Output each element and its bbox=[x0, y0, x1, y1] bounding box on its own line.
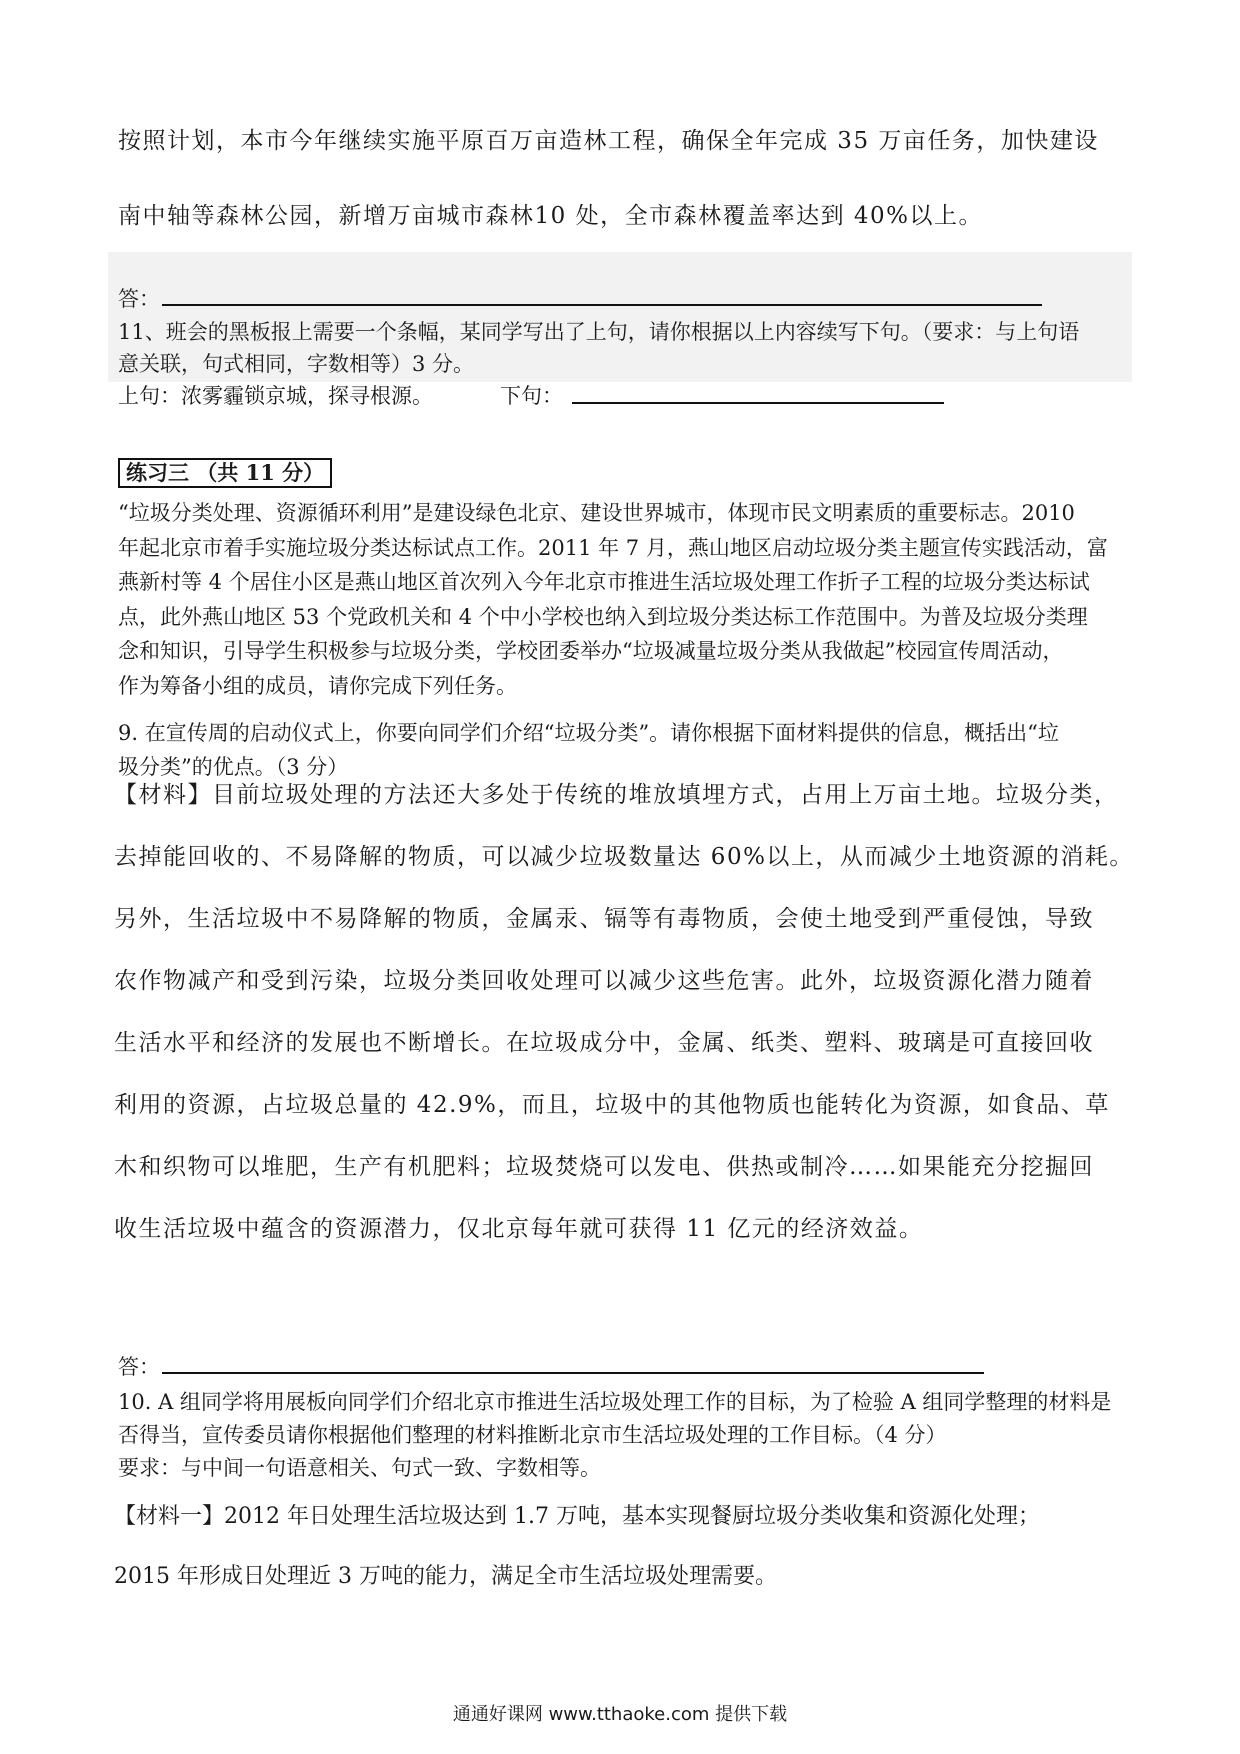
answer-row-2 bbox=[118, 1350, 1128, 1384]
footer-credit: 通通好课网 www.tthaoke.com 提供下载 bbox=[452, 1704, 788, 1725]
material-line: 去掉能回收的、不易降解的物质，可以减少垃圾数量达 60%以上，从而减少土地资源的消耗。 bbox=[114, 844, 1134, 870]
couplet-lower-label: 下句： bbox=[500, 384, 563, 408]
question-9-material bbox=[114, 780, 1134, 1276]
material-line: 农作物减产和受到污染，垃圾分类回收处理可以减少这些危害。此外，垃圾资源化潜力随着 bbox=[114, 968, 1094, 994]
section-3-heading-wrap bbox=[118, 458, 1128, 488]
intro-line: 点，此外燕山地区 53 个党政机关和 4 个中小学校也纳入到垃圾分类达标工作范围中。为普及垃圾分类理 bbox=[118, 604, 1088, 629]
question-11-line: 11、班会的黑板报上需要一个条幅，某同学写出了上句，请你根据以上内容续写下句。（要求：与上句语 bbox=[118, 320, 1080, 344]
material-line: 收生活垃圾中蕴含的资源潜力，仅北京每年就可获得 11 亿元的经济效益。 bbox=[114, 1216, 924, 1242]
question-9-line: 圾分类”的优点。（3 分） bbox=[118, 755, 349, 779]
answer-label: 答： bbox=[118, 287, 160, 311]
question-10-line: 否得当，宣传委员请你根据他们整理的材料推断北京市生活垃圾处理的工作目标。（4 分） bbox=[118, 1423, 947, 1447]
section-3-intro bbox=[118, 496, 1128, 703]
material-line: 另外，生活垃圾中不易降解的物质，金属汞、镉等有毒物质，会使土地受到严重侵蚀，导致 bbox=[114, 906, 1094, 932]
question-10-line: 要求：与中间一句语意相关、句式一致、字数相等。 bbox=[118, 1456, 601, 1480]
couplet-row bbox=[118, 380, 1128, 412]
material-line: 利用的资源，占垃圾总量的 42.9%，而且，垃圾中的其他物质也能转化为资源，如食品、草 bbox=[114, 1092, 1110, 1118]
material-line: 生活水平和经济的发展也不断增长。在垃圾成分中，金属、纸类、塑料、玻璃是可直接回收 bbox=[114, 1030, 1094, 1056]
material-line: 木和织物可以堆肥，生产有机肥料；垃圾焚烧可以发电、供热或制冷……如果能充分挖掘回 bbox=[114, 1154, 1094, 1180]
intro-line: “垃圾分类处理、资源循环利用”是建设绿色北京、建设世界城市，体现市民文明素质的重要标志。2010 bbox=[118, 501, 1075, 525]
material-one-line: 【材料一】2012 年日处理生活垃圾达到 1.7 万吨，基本实现餐厨垃圾分类收集和资源化处理； bbox=[114, 1504, 1040, 1529]
intro-line: 作为筹备小组的成员，请你完成下列任务。 bbox=[118, 673, 517, 698]
top-passage-line: 按照计划，本市今年继续实施平原百万亩造林工程，确保全年完成 35 万亩任务，加快建设 bbox=[118, 128, 1099, 154]
answer-line-2[interactable] bbox=[162, 1372, 984, 1374]
intro-line: 年起北京市着手实施垃圾分类达标试点工作。2011 年 7 月，燕山地区启动垃圾分类主题宣传实践活动，富 bbox=[118, 535, 1108, 560]
answer-row-1 bbox=[118, 282, 1128, 316]
question-11-line: 意关联，句式相同，字数相等）3 分。 bbox=[118, 352, 475, 376]
question-10 bbox=[118, 1386, 1128, 1485]
question-10-line: 10. A 组同学将用展板向同学们介绍北京市推进生活垃圾处理工作的目标，为了检验 A 组同学整理的材料是 bbox=[118, 1390, 1112, 1414]
section-3-heading: 练习三 （共 11 分） bbox=[118, 458, 332, 488]
answer-line-1[interactable] bbox=[162, 304, 1042, 306]
intro-line: 念和知识，引导学生积极参与垃圾分类，学校团委举办“垃圾减量垃圾分类从我做起”校园宣传周活动， bbox=[118, 639, 1064, 663]
question-9-line: 9. 在宣传周的启动仪式上，你要向同学们介绍“垃圾分类”。请你根据下面材料提供的信息，概括出“垃 bbox=[118, 721, 1059, 745]
material-line: 【材料】目前垃圾处理的方法还大多处于传统的堆放填埋方式，占用上万亩土地。垃圾分类， bbox=[114, 782, 1119, 808]
question-11 bbox=[118, 316, 1128, 412]
question-10-material bbox=[114, 1500, 1124, 1620]
question-9 bbox=[118, 716, 1128, 784]
answer-label: 答： bbox=[118, 1355, 160, 1379]
couplet-upper: 上句：浓雾霾锁京城，探寻根源。 bbox=[118, 384, 433, 408]
couplet-answer-line[interactable] bbox=[572, 402, 944, 404]
intro-line: 燕新村等 4 个居住小区是燕山地区首次列入今年北京市推进生活垃圾处理工作折子工程的垃圾分类达标试 bbox=[118, 570, 1090, 594]
material-one-line: 2015 年形成日处理近 3 万吨的能力，满足全市生活垃圾处理需要。 bbox=[114, 1564, 777, 1589]
top-passage-line: 南中轴等森林公园，新增万亩城市森林10 处，全市森林覆盖率达到 40%以上。 bbox=[118, 203, 984, 229]
top-passage bbox=[118, 126, 1128, 232]
